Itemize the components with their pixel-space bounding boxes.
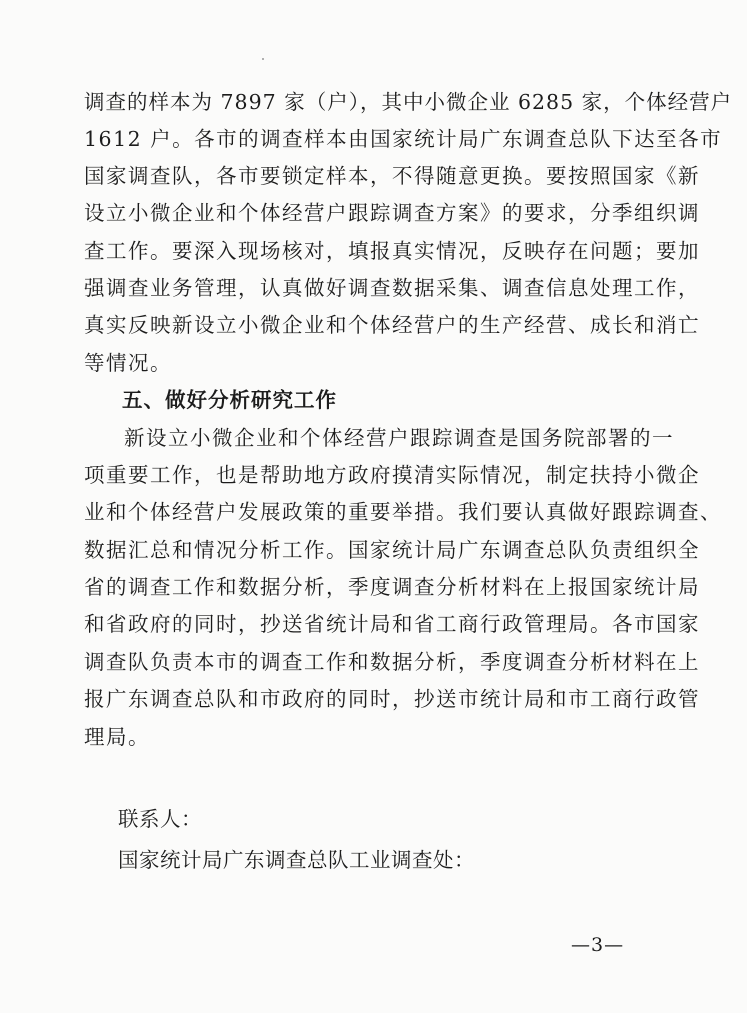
body-line: 设立小微企业和个体经营户跟踪调查方案》的要求，分季组织调: [84, 201, 700, 225]
scan-speck: [262, 58, 264, 60]
body-line: 调查队负责本市的调查工作和数据分析，季度调查分析材料在上: [84, 650, 700, 674]
body-line: 新设立小微企业和个体经营户跟踪调查是国务院部署的一: [124, 426, 674, 450]
body-line: 和省政府的同时，抄送省统计局和省工商行政管理局。各市国家: [84, 612, 700, 636]
body-line: 调查的样本为 7897 家（户），其中小微企业 6285 家，个体经营户: [84, 90, 733, 114]
body-line: 项重要工作，也是帮助地方政府摸清实际情况，制定扶持小微企: [84, 463, 700, 487]
body-line: 报广东调查总队和市政府的同时，抄送市统计局和市工商行政管: [84, 687, 700, 711]
body-line: 业和个体经营户发展政策的重要举措。我们要认真做好跟踪调查、: [84, 500, 722, 524]
body-line: 真实反映新设立小微企业和个体经营户的生产经营、成长和消亡: [84, 313, 700, 337]
body-line: 查工作。要深入现场核对，填报真实情况，反映存在问题；要加: [84, 239, 700, 263]
body-line: 省的调查工作和数据分析，季度调查分析材料在上报国家统计局: [84, 575, 700, 599]
contact-label: 联系人：: [118, 807, 202, 831]
body-line: 数据汇总和情况分析工作。国家统计局广东调查总队负责组织全: [84, 538, 700, 562]
body-line: 等情况。: [84, 351, 172, 375]
contact-organization: 国家统计局广东调查总队工业调查处：: [118, 848, 475, 872]
section-heading: 五、做好分析研究工作: [122, 388, 337, 412]
body-line: 国家调查队，各市要锁定样本，不得随意更换。要按照国家《新: [84, 164, 700, 188]
body-line: 强调查业务管理，认真做好调查数据采集、调查信息处理工作，: [84, 276, 700, 300]
page-number: —3—: [571, 934, 625, 956]
body-line: 理局。: [84, 725, 150, 749]
body-line: 1612 户。各市的调查样本由国家统计局广东调查总队下达至各市: [84, 127, 723, 151]
